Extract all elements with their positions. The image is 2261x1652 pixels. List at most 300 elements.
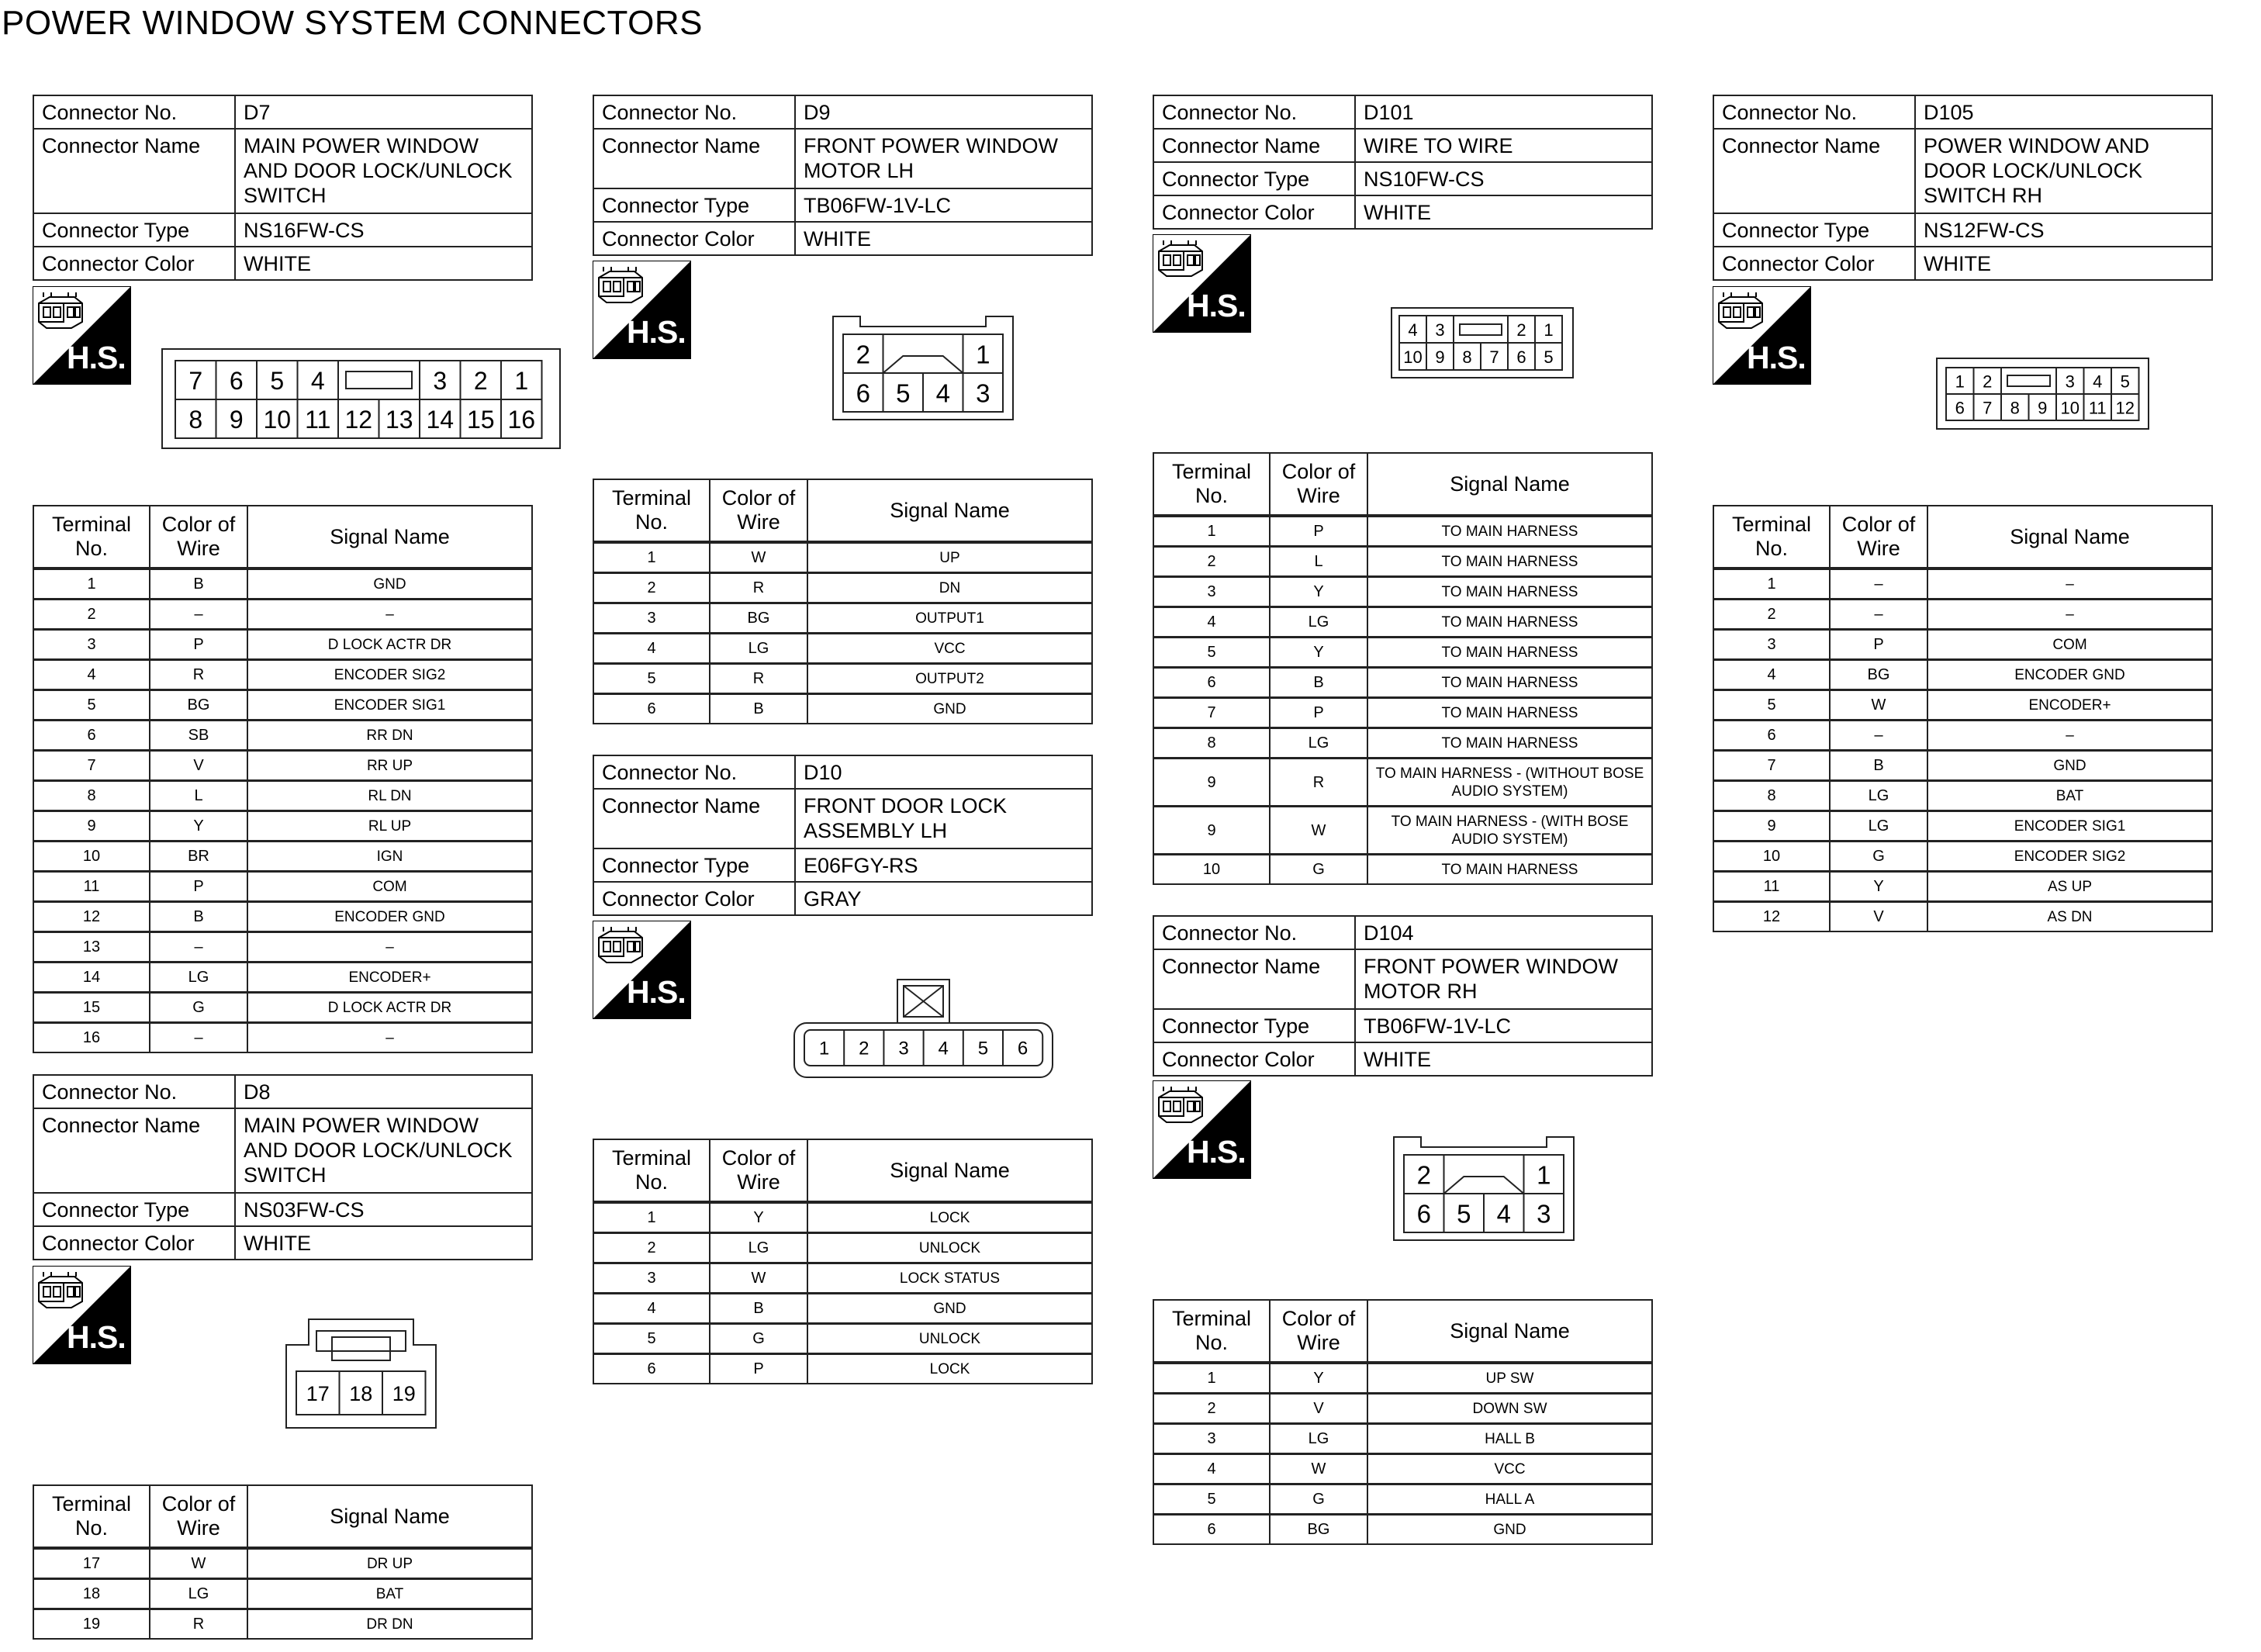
hs-label: H.S. [67,1319,126,1355]
table-row [593,634,1092,664]
wire-color-header: Color of Wire [1270,453,1367,516]
terminal-pin: 1 [1537,1160,1551,1190]
table-row [33,1579,532,1609]
connector-name-value: MAIN POWER WINDOW AND DOOR LOCK/UNLOCK SWITCH [235,1108,532,1193]
connector-no-label: Connector No. [593,95,795,129]
signal-name-cell: IGN [247,842,532,872]
terminal-pin: 5 [1457,1199,1471,1229]
connector-info-d104 [1153,915,1653,1077]
wire-color-cell: LG [710,634,807,664]
connector-face-d7 [161,348,561,449]
harness-side-badge [33,286,131,385]
wire-color-cell: SB [150,721,247,751]
terminal-no-cell: 3 [593,603,710,634]
terminal-pin: 6 [229,367,244,395]
table-row [1153,607,1652,638]
wire-color-cell: Y [1830,872,1927,902]
terminal-no-cell: 12 [33,902,150,932]
table-row [33,993,532,1023]
wire-color-cell: R [710,664,807,694]
terminal-no-cell: 11 [1713,872,1830,902]
terminal-no-cell: 4 [1153,1454,1270,1484]
table-row [1713,721,2212,751]
connector-name-value: FRONT DOOR LOCK ASSEMBLY LH [795,789,1092,848]
table-row [593,1202,1092,1233]
wire-color-cell: – [1830,569,1927,600]
terminal-pin: 15 [466,406,495,434]
page-title: POWER WINDOW SYSTEM CONNECTORS [2,4,703,42]
harness-side-badge [593,261,691,359]
terminal-no-cell: 3 [593,1263,710,1294]
hs-label: H.S. [1187,1134,1246,1170]
terminal-pin: 4 [310,367,325,395]
terminal-no-cell: 3 [33,630,150,660]
terminal-pin: 2 [859,1038,869,1059]
terminal-no-cell: 8 [33,781,150,811]
table-row [593,694,1092,724]
signal-name-header: Signal Name [1367,1300,1652,1363]
terminal-pin: 3 [1435,320,1445,340]
table-row [33,932,532,963]
signal-name-cell: – [1927,600,2212,630]
signal-name-cell: AS UP [1927,872,2212,902]
terminal-table-d104 [1153,1299,1653,1545]
signal-name-cell: – [247,932,532,963]
connector-name-value: FRONT POWER WINDOW MOTOR RH [1355,949,1652,1009]
terminal-pin: 2 [473,367,488,395]
connector-type-label: Connector Type [1153,162,1355,195]
signal-name-cell: TO MAIN HARNESS [1367,577,1652,607]
terminal-no-header: Terminal No. [33,506,150,569]
terminal-pin: 8 [1462,347,1472,367]
connector-color-label: Connector Color [1153,195,1355,229]
terminal-no-header: Terminal No. [593,479,710,542]
table-row [593,1324,1092,1354]
signal-name-cell: TO MAIN HARNESS - (WITH BOSE AUDIO SYSTEM) [1367,807,1652,855]
wire-color-cell: W [150,1548,247,1579]
connector-color-label: Connector Color [1153,1042,1355,1076]
wire-color-cell: – [150,1023,247,1053]
terminal-table-d10 [593,1139,1093,1384]
connector-type-label: Connector Type [593,848,795,882]
terminal-no-cell: 1 [1153,516,1270,547]
terminal-pin: 2 [1516,320,1526,340]
table-row [33,872,532,902]
table-row [1713,811,2212,842]
terminal-no-cell: 7 [33,751,150,781]
wire-color-cell: BG [1270,1515,1367,1545]
wire-color-cell: L [1270,547,1367,577]
signal-name-cell: RL DN [247,781,532,811]
connector-no-value: D105 [1915,95,2212,129]
table-row [1153,698,1652,728]
terminal-pin: 8 [188,406,203,434]
terminal-pin: 11 [2088,398,2107,418]
connector-color-value: WHITE [1355,1042,1652,1076]
hs-label: H.S. [627,974,686,1010]
table-row [1153,547,1652,577]
wire-color-cell: B [150,569,247,600]
terminal-no-header: Terminal No. [33,1485,150,1548]
signal-name-cell: – [1927,569,2212,600]
wire-color-cell: W [710,1263,807,1294]
signal-name-cell: AS DN [1927,902,2212,932]
terminal-pin: 9 [2038,398,2048,418]
signal-name-cell: BAT [1927,781,2212,811]
terminal-pin: 3 [898,1038,909,1059]
table-row [1713,842,2212,872]
wire-color-cell: G [1830,842,1927,872]
connector-type-label: Connector Type [1713,213,1915,247]
table-row [1713,569,2212,600]
terminal-pin: 12 [2115,398,2135,418]
table-row [33,630,532,660]
wire-color-cell: P [710,1354,807,1384]
terminal-pin: 2 [856,340,870,369]
terminal-no-cell: 9 [33,811,150,842]
wire-color-cell: Y [150,811,247,842]
harness-side-badge [33,1266,131,1364]
wire-color-header: Color of Wire [710,1139,807,1202]
terminal-pin: 11 [305,406,331,434]
table-row [33,600,532,630]
signal-name-cell: D LOCK ACTR DR [247,993,532,1023]
signal-name-header: Signal Name [247,506,532,569]
wire-color-cell: LG [1270,607,1367,638]
table-row [593,573,1092,603]
terminal-no-cell: 1 [593,542,710,573]
connector-type-label: Connector Type [1153,1009,1355,1042]
wire-color-cell: W [1270,807,1367,855]
wire-color-cell: R [150,1609,247,1640]
connector-type-value: NS12FW-CS [1915,213,2212,247]
table-row [593,1263,1092,1294]
wire-color-cell: LG [150,963,247,993]
terminal-no-cell: 6 [1153,668,1270,698]
wire-color-cell: – [1830,600,1927,630]
terminal-no-cell: 17 [33,1548,150,1579]
signal-name-cell: GND [1927,751,2212,781]
signal-name-cell: – [247,1023,532,1053]
wire-color-cell: P [1830,630,1927,660]
wire-color-cell: LG [150,1579,247,1609]
wire-color-header: Color of Wire [1270,1300,1367,1363]
table-row [33,690,532,721]
wire-color-cell: V [150,751,247,781]
wire-color-cell: BG [1830,660,1927,690]
terminal-no-cell: 4 [1153,607,1270,638]
terminal-no-cell: 4 [33,660,150,690]
terminal-pin: 8 [2010,398,2020,418]
wire-color-cell: Y [1270,638,1367,668]
table-row [1153,1363,1652,1394]
connector-color-label: Connector Color [33,247,235,280]
terminal-pin: 6 [1416,1199,1431,1229]
terminal-pin: 16 [507,406,536,434]
wire-color-cell: R [1270,759,1367,807]
wire-color-cell: R [150,660,247,690]
terminal-no-cell: 5 [1153,638,1270,668]
signal-name-header: Signal Name [1367,453,1652,516]
terminal-pin: 1 [1955,372,1965,392]
terminal-pin: 13 [385,406,413,434]
wire-color-header: Color of Wire [710,479,807,542]
terminal-no-cell: 2 [593,573,710,603]
signal-name-cell: TO MAIN HARNESS [1367,607,1652,638]
signal-name-cell: TO MAIN HARNESS - (WITHOUT BOSE AUDIO SYSTEM) [1367,759,1652,807]
terminal-pin: 4 [2093,372,2103,392]
harness-side-badge [1713,286,1811,385]
connector-no-label: Connector No. [33,1075,235,1108]
connector-info-d7 [33,95,533,281]
signal-name-cell: OUTPUT2 [807,664,1092,694]
table-row [1153,1424,1652,1454]
terminal-no-cell: 7 [1713,751,1830,781]
wire-color-cell: Y [1270,1363,1367,1394]
terminal-no-cell: 5 [1713,690,1830,721]
hs-label: H.S. [1747,340,1806,375]
terminal-no-cell: 3 [1713,630,1830,660]
terminal-no-cell: 7 [1153,698,1270,728]
terminal-pin: 7 [188,367,203,395]
connector-color-label: Connector Color [593,222,795,255]
connector-name-value: POWER WINDOW AND DOOR LOCK/UNLOCK SWITCH RH [1915,129,2212,213]
signal-name-cell: GND [1367,1515,1652,1545]
terminal-pin: 10 [263,406,292,434]
wire-color-cell: BR [150,842,247,872]
wire-color-cell: P [1270,698,1367,728]
signal-name-cell: TO MAIN HARNESS [1367,698,1652,728]
signal-name-cell: UNLOCK [807,1233,1092,1263]
signal-name-cell: OUTPUT1 [807,603,1092,634]
terminal-pin: 6 [1955,398,1965,418]
connector-type-label: Connector Type [33,213,235,247]
terminal-no-cell: 15 [33,993,150,1023]
signal-name-cell: DR DN [247,1609,532,1640]
connector-face-d8 [285,1318,437,1429]
terminal-pin: 5 [1544,347,1554,367]
terminal-pin: 6 [1516,347,1526,367]
table-row [33,721,532,751]
connector-name-label: Connector Name [1153,949,1355,1009]
table-row [1713,690,2212,721]
signal-name-cell: LOCK [807,1354,1092,1384]
wire-color-cell: V [1830,902,1927,932]
table-row [1153,577,1652,607]
table-row [1713,600,2212,630]
signal-name-cell: HALL B [1367,1424,1652,1454]
signal-name-cell: ENCODER SIG1 [1927,811,2212,842]
terminal-no-cell: 2 [33,600,150,630]
hs-label: H.S. [1187,288,1246,323]
connector-no-label: Connector No. [1153,95,1355,129]
wire-color-cell: B [710,1294,807,1324]
terminal-no-cell: 6 [1153,1515,1270,1545]
connector-info-d8 [33,1074,533,1260]
connector-no-value: D10 [795,755,1092,789]
terminal-no-cell: 3 [1153,577,1270,607]
wire-color-cell: Y [1270,577,1367,607]
terminal-pin: 6 [1017,1038,1029,1059]
harness-side-badge [1153,1080,1251,1179]
connector-no-value: D8 [235,1075,532,1108]
table-row [1713,902,2212,932]
connector-name-label: Connector Name [1153,129,1355,162]
wire-color-cell: LG [1830,781,1927,811]
signal-name-cell: TO MAIN HARNESS [1367,547,1652,577]
terminal-no-cell: 5 [33,690,150,721]
wire-color-cell: – [150,932,247,963]
signal-name-cell: GND [807,1294,1092,1324]
terminal-pin: 10 [2060,398,2079,418]
terminal-no-header: Terminal No. [1153,453,1270,516]
connector-type-value: TB06FW-1V-LC [795,188,1092,222]
table-row [1153,855,1652,885]
terminal-pin: 9 [229,406,244,434]
signal-name-cell: UP SW [1367,1363,1652,1394]
terminal-no-cell: 9 [1153,759,1270,807]
terminal-pin: 4 [1496,1199,1511,1229]
connector-type-value: NS03FW-CS [235,1193,532,1226]
connector-color-label: Connector Color [33,1226,235,1260]
terminal-no-header: Terminal No. [1713,506,1830,569]
connector-name-value: FRONT POWER WINDOW MOTOR LH [795,129,1092,188]
terminal-pin: 7 [1983,398,1993,418]
wire-color-cell: W [1270,1454,1367,1484]
terminal-no-cell: 3 [1153,1424,1270,1454]
connector-face-d101 [1391,307,1574,378]
table-row [1153,1484,1652,1515]
signal-name-cell: ENCODER SIG1 [247,690,532,721]
table-row [33,660,532,690]
terminal-table-d101 [1153,452,1653,885]
connector-face-d104 [1393,1136,1575,1241]
hs-label: H.S. [67,340,126,375]
table-row [33,1548,532,1579]
connector-type-value: NS10FW-CS [1355,162,1652,195]
table-row [1153,1515,1652,1545]
table-row [1153,1454,1652,1484]
signal-name-cell: – [247,600,532,630]
signal-name-cell: DR UP [247,1548,532,1579]
connector-name-label: Connector Name [1713,129,1915,213]
terminal-no-cell: 6 [593,1354,710,1384]
terminal-no-cell: 8 [1713,781,1830,811]
terminal-table-d9 [593,479,1093,724]
terminal-pin: 4 [1408,320,1418,340]
connector-color-value: GRAY [795,882,1092,915]
terminal-no-cell: 10 [1713,842,1830,872]
terminal-no-cell: 9 [1153,807,1270,855]
connector-no-value: D104 [1355,916,1652,949]
wire-color-cell: W [1830,690,1927,721]
table-row [33,781,532,811]
signal-name-cell: UP [807,542,1092,573]
signal-name-cell: GND [247,569,532,600]
wire-color-header: Color of Wire [150,506,247,569]
signal-name-cell: ENCODER+ [1927,690,2212,721]
signal-name-cell: TO MAIN HARNESS [1367,855,1652,885]
terminal-no-cell: 18 [33,1579,150,1609]
connector-type-value: E06FGY-RS [795,848,1092,882]
terminal-no-cell: 12 [1713,902,1830,932]
terminal-no-cell: 1 [593,1202,710,1233]
connector-info-d105 [1713,95,2213,281]
table-row [593,1294,1092,1324]
terminal-no-cell: 2 [1713,600,1830,630]
connector-name-label: Connector Name [33,129,235,213]
terminal-no-cell: 19 [33,1609,150,1640]
signal-name-cell: ENCODER SIG2 [247,660,532,690]
table-row [593,1233,1092,1263]
terminal-pin: 2 [1983,372,1993,392]
table-row [1153,807,1652,855]
terminal-no-cell: 9 [1713,811,1830,842]
terminal-pin: 17 [306,1382,330,1405]
terminal-pin: 4 [938,1038,949,1059]
wire-color-cell: B [150,902,247,932]
connector-color-value: WHITE [235,247,532,280]
terminal-pin: 5 [977,1038,989,1059]
terminal-no-cell: 14 [33,963,150,993]
signal-name-cell: ENCODER GND [1927,660,2212,690]
table-row [1153,638,1652,668]
terminal-pin: 3 [433,367,448,395]
connector-name-label: Connector Name [33,1108,235,1193]
terminal-pin: 10 [1403,347,1423,367]
terminal-no-cell: 10 [33,842,150,872]
terminal-no-cell: 2 [1153,547,1270,577]
table-row [593,603,1092,634]
wire-color-cell: P [1270,516,1367,547]
connector-type-value: TB06FW-1V-LC [1355,1009,1652,1042]
terminal-pin: 1 [818,1038,830,1059]
connector-no-label: Connector No. [593,755,795,789]
signal-name-cell: RR DN [247,721,532,751]
connector-no-label: Connector No. [33,95,235,129]
terminal-pin: 1 [976,340,990,369]
wire-color-cell: B [1270,668,1367,698]
terminal-pin: 7 [1489,347,1499,367]
terminal-no-cell: 6 [593,694,710,724]
signal-name-cell: BAT [247,1579,532,1609]
wire-color-cell: – [150,600,247,630]
terminal-pin: 3 [976,378,990,408]
signal-name-cell: TO MAIN HARNESS [1367,728,1652,759]
signal-name-cell: RR UP [247,751,532,781]
terminal-pin: 3 [2065,372,2075,392]
terminal-no-cell: 2 [1153,1394,1270,1424]
wire-color-cell: Y [710,1202,807,1233]
wire-color-cell: G [1270,1484,1367,1515]
terminal-table-d7 [33,505,533,1053]
signal-name-cell: ENCODER+ [247,963,532,993]
connector-type-label: Connector Type [33,1193,235,1226]
connector-type-value: NS16FW-CS [235,213,532,247]
connector-info-d9 [593,95,1093,256]
terminal-no-cell: 1 [1713,569,1830,600]
connector-no-value: D7 [235,95,532,129]
wire-color-cell: – [1830,721,1927,751]
table-row [593,1354,1092,1384]
connector-type-label: Connector Type [593,188,795,222]
wire-color-cell: LG [1830,811,1927,842]
terminal-pin: 3 [1537,1199,1551,1229]
terminal-pin: 6 [856,378,870,408]
connector-no-label: Connector No. [1153,916,1355,949]
connector-color-value: WHITE [1355,195,1652,229]
table-row [1713,630,2212,660]
